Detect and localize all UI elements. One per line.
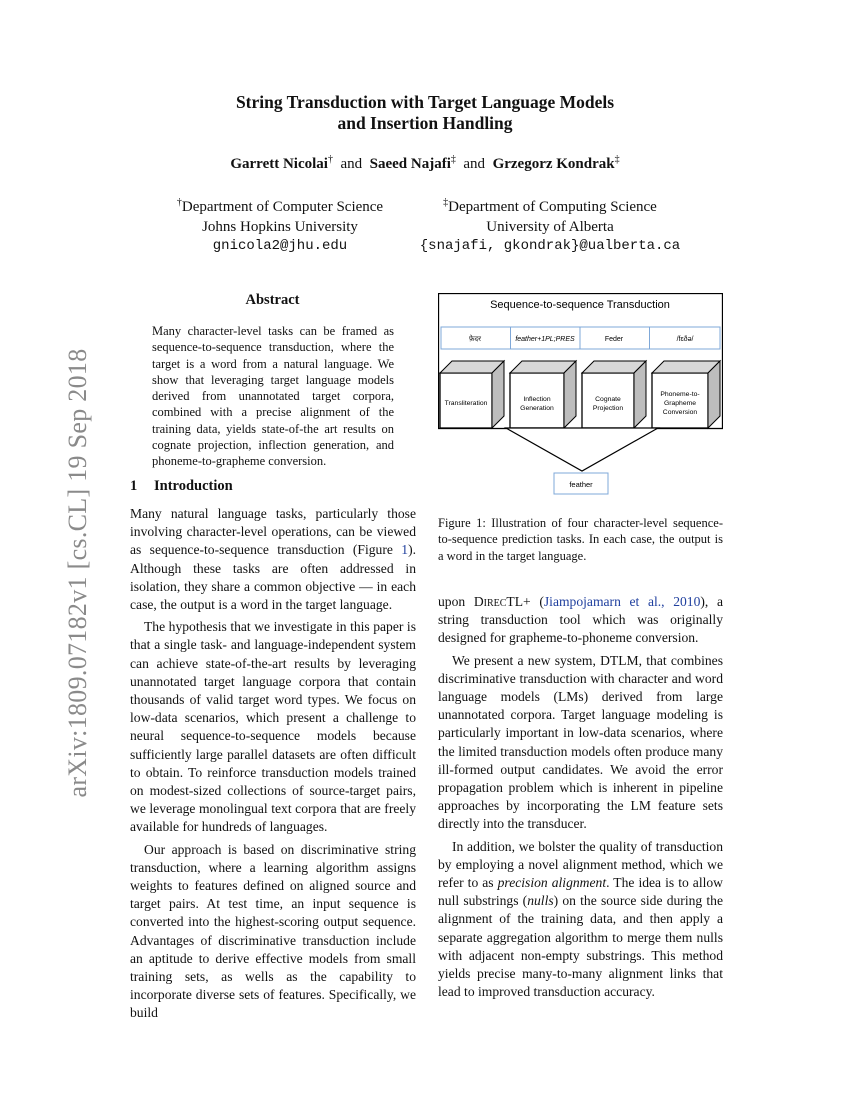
input-cell: Feder (604, 336, 624, 343)
paragraph: Many natural language tasks, particularly those involving character-level operations, can be viewed as sequence-to-sequence transduction (Figure 1). Although these tasks are often addressed in isolation, they share a common objective — in each case, the output is a word in the target language. (130, 506, 416, 613)
affiliation-email: gnicola2@jhu.edu (212, 238, 348, 254)
task-label: Inflection (523, 396, 551, 403)
affiliation-mark: ‡ (443, 197, 449, 208)
paper-title (0, 92, 850, 134)
task-box-transliteration (440, 361, 504, 428)
affiliation-left (140, 193, 420, 257)
figure-ref-link[interactable]: 1 (401, 542, 409, 558)
author-mark: ‡ (450, 154, 456, 165)
left-column-body (130, 505, 416, 1027)
section-title: Introduction (154, 478, 233, 494)
author-name: Saeed Najafi (369, 156, 451, 172)
citation-link[interactable]: Jiampojamarn et al., 2010 (543, 594, 701, 609)
section-heading (130, 478, 233, 495)
output-label: feather (569, 480, 593, 489)
paragraph: In addition, we bolster the quality of transduction by employing a novel alignment method, which we refer to as precision alignment. The idea is to allow null substrings (nulls) on the source side during the alignment of the training data, and then apply a separate aggregation algorithm to merge them nulls with adjacent non-empty substrings. This method yields precise many-to-many alignment links that lead to improved transduction accuracy. (438, 838, 724, 1000)
task-label: Grapheme (663, 400, 697, 407)
task-label: Projection (592, 405, 624, 412)
arxiv-stamp (58, 345, 98, 800)
affiliation-university: University of Alberta (486, 218, 614, 235)
figure-1 (438, 293, 723, 498)
author-separator: and (340, 156, 363, 172)
task-label: Transliteration (444, 400, 488, 407)
affiliation-mark: † (176, 197, 182, 208)
title-line-2: and Insertion Handling (337, 113, 513, 133)
task-box-phoneme-to-grapheme (652, 361, 720, 428)
task-label: Cognate (595, 396, 621, 403)
task-label: Phoneme-to- (660, 391, 700, 398)
paragraph: We present a new system, DTLM, that combines discriminative transduction with character and word language models (LMs) derived from large unannotated corpora. Target language modeling is particularly important in low-data scenarios, where the limited transduction models often produce many ill-formed output candidates. We avoid the error propagation problem which is inherent in pipeline approaches by incorporating the LM feature sets directly into the transducer. (438, 652, 723, 832)
paragraph: Our approach is based on discriminative string transduction, where a learning algorithm assigns weights to features defined on aligned source and target pairs. At test time, an input sequence is converted into the highest-scoring output sequence. Advantages of discriminative transduction include an aptitude to derive effective models from small training sets, as wells as the capability to incorporate diverse sets of features. Specifically, we build (130, 841, 416, 1021)
author-name: Grzegorz Kondrak (492, 156, 615, 172)
abstract-text: Many character-level tasks can be framed as sequence-to-sequence transduction, where the target is a word from a natural language. We show that leveraging target language models derived from unannotated target corpora, combined with a precise alignment of the training data, yields state-of-the art results on cognate projection, inflection generation, and phoneme-to-grapheme conversion. (152, 324, 394, 469)
author-mark: ‡ (614, 154, 620, 165)
affiliation-email: {snajafi, gkondrak}@ualberta.ca (419, 238, 681, 254)
figure-header: Sequence-to-sequence Transduction (490, 299, 670, 311)
funnel-arrow (506, 428, 658, 471)
title-line-1: String Transduction with Target Language Models (235, 92, 615, 112)
section-number: 1 (130, 478, 138, 494)
abstract-heading: Abstract (245, 292, 300, 308)
figure-diagram (438, 293, 723, 498)
paragraph: The hypothesis that we investigate in this paper is that a single task- and language-independent system can achieve state-of-the-art results by leveraging unannotated target language corpora that contain thousands of valid target word types. We focus on low-data scenarios, which present a challenge to neural sequence-to-sequence models because sufficiently large parallel datasets are often difficult to obtain. To reinforce transduction models trained on modest-sized collections of source-target pairs, we leverage monolingual text corpora that are freely available for hundreds of languages. (130, 619, 416, 835)
figure-caption: Figure 1: Illustration of four character-level sequence-to-sequence prediction tasks. In each case, the output is a word in the target language. (438, 516, 723, 563)
system-name: DirecTL+ (473, 594, 531, 609)
author-separator: and (463, 156, 486, 172)
task-box-inflection-generation (510, 361, 576, 428)
affiliation-department: Department of Computer Science (181, 199, 384, 215)
arxiv-id: arXiv:1809.07182v1 [cs.CL] 19 Sep 2018 (63, 347, 92, 798)
input-cell: फ़ेदर (469, 336, 481, 343)
affiliation-university: Johns Hopkins University (202, 218, 358, 235)
author-mark: † (327, 154, 333, 165)
author-list (0, 154, 850, 173)
input-cell: /fɛðə/ (676, 336, 694, 343)
task-label: Generation (520, 405, 554, 412)
task-box-cognate-projection (582, 361, 646, 428)
affiliation-right (400, 193, 700, 257)
right-column-body (438, 593, 723, 1005)
affiliation-department: Department of Computing Science (448, 199, 657, 215)
task-label: Conversion (662, 409, 698, 416)
author-name: Garrett Nicolai (230, 156, 328, 172)
paragraph: upon DirecTL+ (Jiampojamarn et al., 2010), a string transduction tool which was originally designed for grapheme-to-phoneme conversion. (438, 594, 724, 646)
input-cell: feather+1PL;PRES (515, 336, 575, 343)
